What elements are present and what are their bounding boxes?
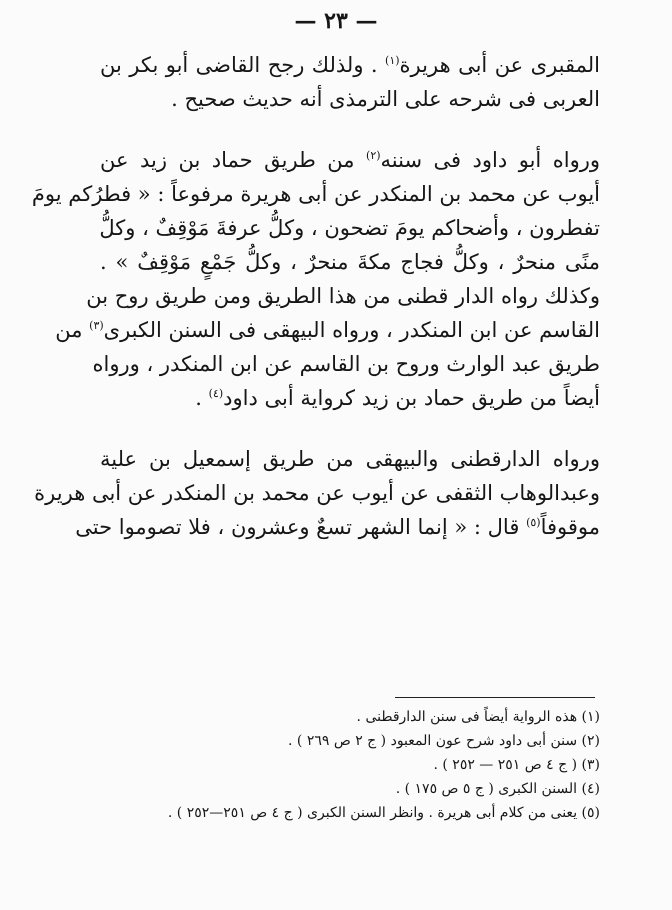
footnotes: [100, 705, 600, 825]
footnote-marker[interactable]: (٥): [526, 516, 541, 529]
text-line: المقبرى عن أبى هريرة$^{(١)}$ . ولذلك رجح القاضى أبو بكر بن: [100, 53, 600, 77]
footnote-marker[interactable]: (٤): [208, 387, 224, 400]
text-line: تفطرون ، وأضحاكم يومَ تضحون ، وكلُّ عرفةَ مَوْقِفٌ ، وكلُّ: [99, 216, 600, 240]
text-line: موقوفاً$^{(٥)}$ قال : « إنما الشهر تسعٌ وعشرون ، فلا تصوموا حتى: [75, 515, 600, 539]
text-line: ورواه الدارقطنى والبيهقى من طريق إسمعيل بن علية: [100, 447, 600, 471]
text-line: ورواه أبو داود فى سننه$^{(٢)}$ من طريق حماد بن زيد عن: [100, 148, 600, 172]
footnote-marker[interactable]: (١): [385, 54, 400, 67]
text-line: وعبدالوهاب الثقفى عن أيوب عن محمد بن المنكدر عن أبى هريرة: [34, 481, 600, 505]
page-number: — ٢٣ —: [294, 8, 378, 34]
text-line: القاسم عن ابن المنكدر ، ورواه البيهقى فى السنن الكبرى$^{(٣)}$ من: [55, 318, 600, 342]
footnote: (٤) السنن الكبرى ( ج ٥ ص ١٧٥ ) .: [395, 781, 600, 797]
main-text: [31, 48, 600, 544]
text-line: أيوب عن محمد بن المنكدر عن أبى هريرة مرفوعاً : « فطرُكم يومَ: [31, 182, 600, 206]
footnote-marker[interactable]: (٣): [89, 319, 104, 332]
text-line: طريق عبد الوارث وروح بن القاسم عن ابن المنكدر ، ورواه: [92, 352, 600, 376]
footnote: (١) هذه الرواية أيضاً فى سنن الدارقطنى .: [356, 709, 600, 725]
footnote: (٥) يعنى من كلام أبى هريرة . وانظر السنن الكبرى ( ج ٤ ص ٢٥١—٢٥٢ ) .: [167, 805, 600, 821]
text-line: أيضاً من طريق حماد بن زيد كرواية أبى داود$^{(٤)}$ .: [195, 386, 600, 410]
footnote-separator: [395, 697, 595, 698]
footnote: (٢) سنن أبى داود شرح عون المعبود ( ج ٢ ص ٢٦٩ ) .: [288, 733, 600, 749]
text-line: منًى منحرٌ ، وكلُّ فجاج مكةَ منحرٌ ، وكلُّ جَمْعٍ مَوْقِفٌ » .: [100, 250, 600, 274]
text-line: العربى فى شرحه على الترمذى أنه حديث صحيح .: [171, 87, 600, 111]
footnote: (٣) ( ج ٤ ص ٢٥١ — ٢٥٢ ) .: [433, 757, 600, 773]
text-line: وكذلك رواه الدار قطنى من هذا الطريق ومن طريق روح بن: [86, 284, 600, 308]
footnote-marker[interactable]: (٢): [366, 149, 381, 162]
